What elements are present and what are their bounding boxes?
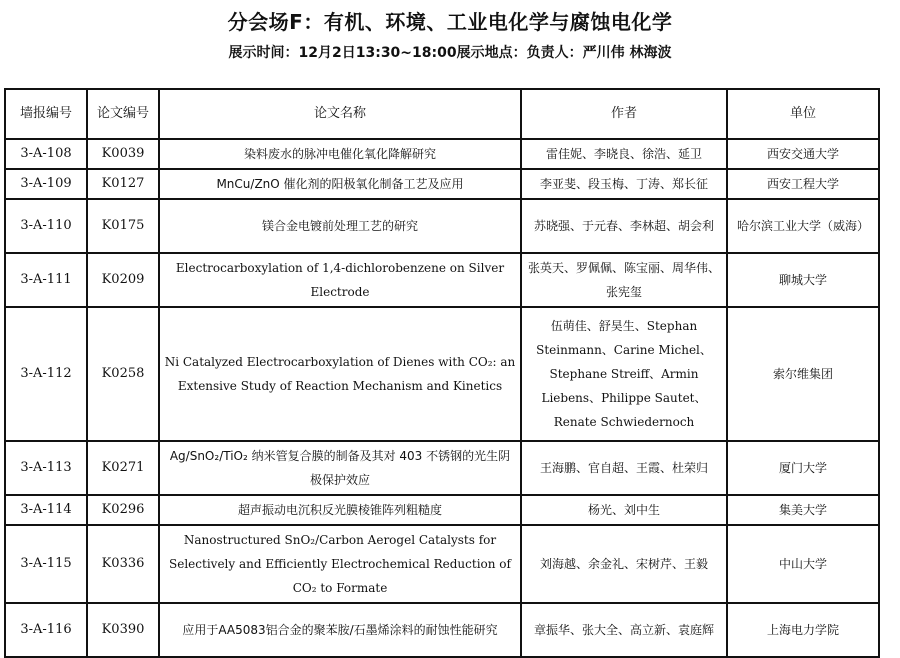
paper-number: K0209 [87,253,159,307]
poster-number: 3-A-115 [5,525,87,603]
unit: 聊城大学 [727,253,879,307]
paper-title: MnCu/ZnO 催化剂的阳极氧化制备工艺及应用 [159,169,521,199]
poster-number: 3-A-108 [5,139,87,169]
paper-title: 染料废水的脉冲电催化氧化降解研究 [159,139,521,169]
authors: 李亚斐、段玉梅、丁涛、郑长征 [521,169,727,199]
paper-title: 应用于AA5083铝合金的聚苯胺/石墨烯涂料的耐蚀性能研究 [159,603,521,657]
paper-number: K0175 [87,199,159,253]
paper-number: K0271 [87,441,159,495]
paper-title: 镁合金电镀前处理工艺的研究 [159,199,521,253]
table-row [5,495,879,525]
paper-title: Ni Catalyzed Electrocarboxylation of Dienes with CO₂: an Extensive Study of Reaction Mechanism and Kinetics [159,307,521,441]
table-row [5,307,879,441]
column-header-paper-number: 论文编号 [87,89,159,139]
poster-number: 3-A-114 [5,495,87,525]
paper-number: K0296 [87,495,159,525]
unit: 厦门大学 [727,441,879,495]
poster-number: 3-A-112 [5,307,87,441]
table-row [5,441,879,495]
poster-table [4,88,880,658]
paper-number: K0390 [87,603,159,657]
table-header-row [5,89,879,139]
paper-number: K0258 [87,307,159,441]
authors: 伍萌佳、舒昊生、Stephan Steinmann、Carine Michel、Stephane Streiff、Armin Liebens、Philippe Sautet、Renate Schwiedernoch [521,307,727,441]
table-row [5,169,879,199]
poster-number: 3-A-109 [5,169,87,199]
authors: 王海鹏、官自超、王霞、杜荣归 [521,441,727,495]
poster-number: 3-A-113 [5,441,87,495]
paper-number: K0039 [87,139,159,169]
authors: 雷佳妮、李晓良、徐浩、延卫 [521,139,727,169]
paper-number: K0127 [87,169,159,199]
authors: 刘海越、余金礼、宋树芹、王毅 [521,525,727,603]
unit: 西安交通大学 [727,139,879,169]
authors: 苏晓强、于元春、李林超、胡会利 [521,199,727,253]
paper-title: Electrocarboxylation of 1,4-dichlorobenzene on Silver Electrode [159,253,521,307]
poster-number: 3-A-111 [5,253,87,307]
authors: 章振华、张大全、高立新、袁庭辉 [521,603,727,657]
unit: 上海电力学院 [727,603,879,657]
paper-title: Ag/SnO₂/TiO₂ 纳米管复合膜的制备及其对 403 不锈钢的光生阴极保护效应 [159,441,521,495]
paper-title: Nanostructured SnO₂/Carbon Aerogel Catalysts for Selectively and Efficiently Electrochemical Reduction of CO₂ to Formate [159,525,521,603]
table-row [5,525,879,603]
unit: 索尔维集团 [727,307,879,441]
authors: 杨光、刘中生 [521,495,727,525]
paper-title: 超声振动电沉积反光膜棱锥阵列粗糙度 [159,495,521,525]
column-header-unit: 单位 [727,89,879,139]
unit: 集美大学 [727,495,879,525]
column-header-poster-number: 墙报编号 [5,89,87,139]
poster-number: 3-A-116 [5,603,87,657]
table-row [5,253,879,307]
table-row [5,603,879,657]
poster-number: 3-A-110 [5,199,87,253]
table-row [5,199,879,253]
column-header-paper-title: 论文名称 [159,89,521,139]
unit: 中山大学 [727,525,879,603]
paper-number: K0336 [87,525,159,603]
session-info: 展示时间：12月2日13:30~18:00展示地点：负责人：严川伟 林海波 [228,45,672,61]
table-row [5,139,879,169]
page-title: 分会场F：有机、环境、工业电化学与腐蚀电化学 [227,10,673,34]
authors: 张英天、罗佩佩、陈宝丽、周华伟、张宪玺 [521,253,727,307]
unit: 哈尔滨工业大学（威海） [727,199,879,253]
column-header-authors: 作者 [521,89,727,139]
unit: 西安工程大学 [727,169,879,199]
